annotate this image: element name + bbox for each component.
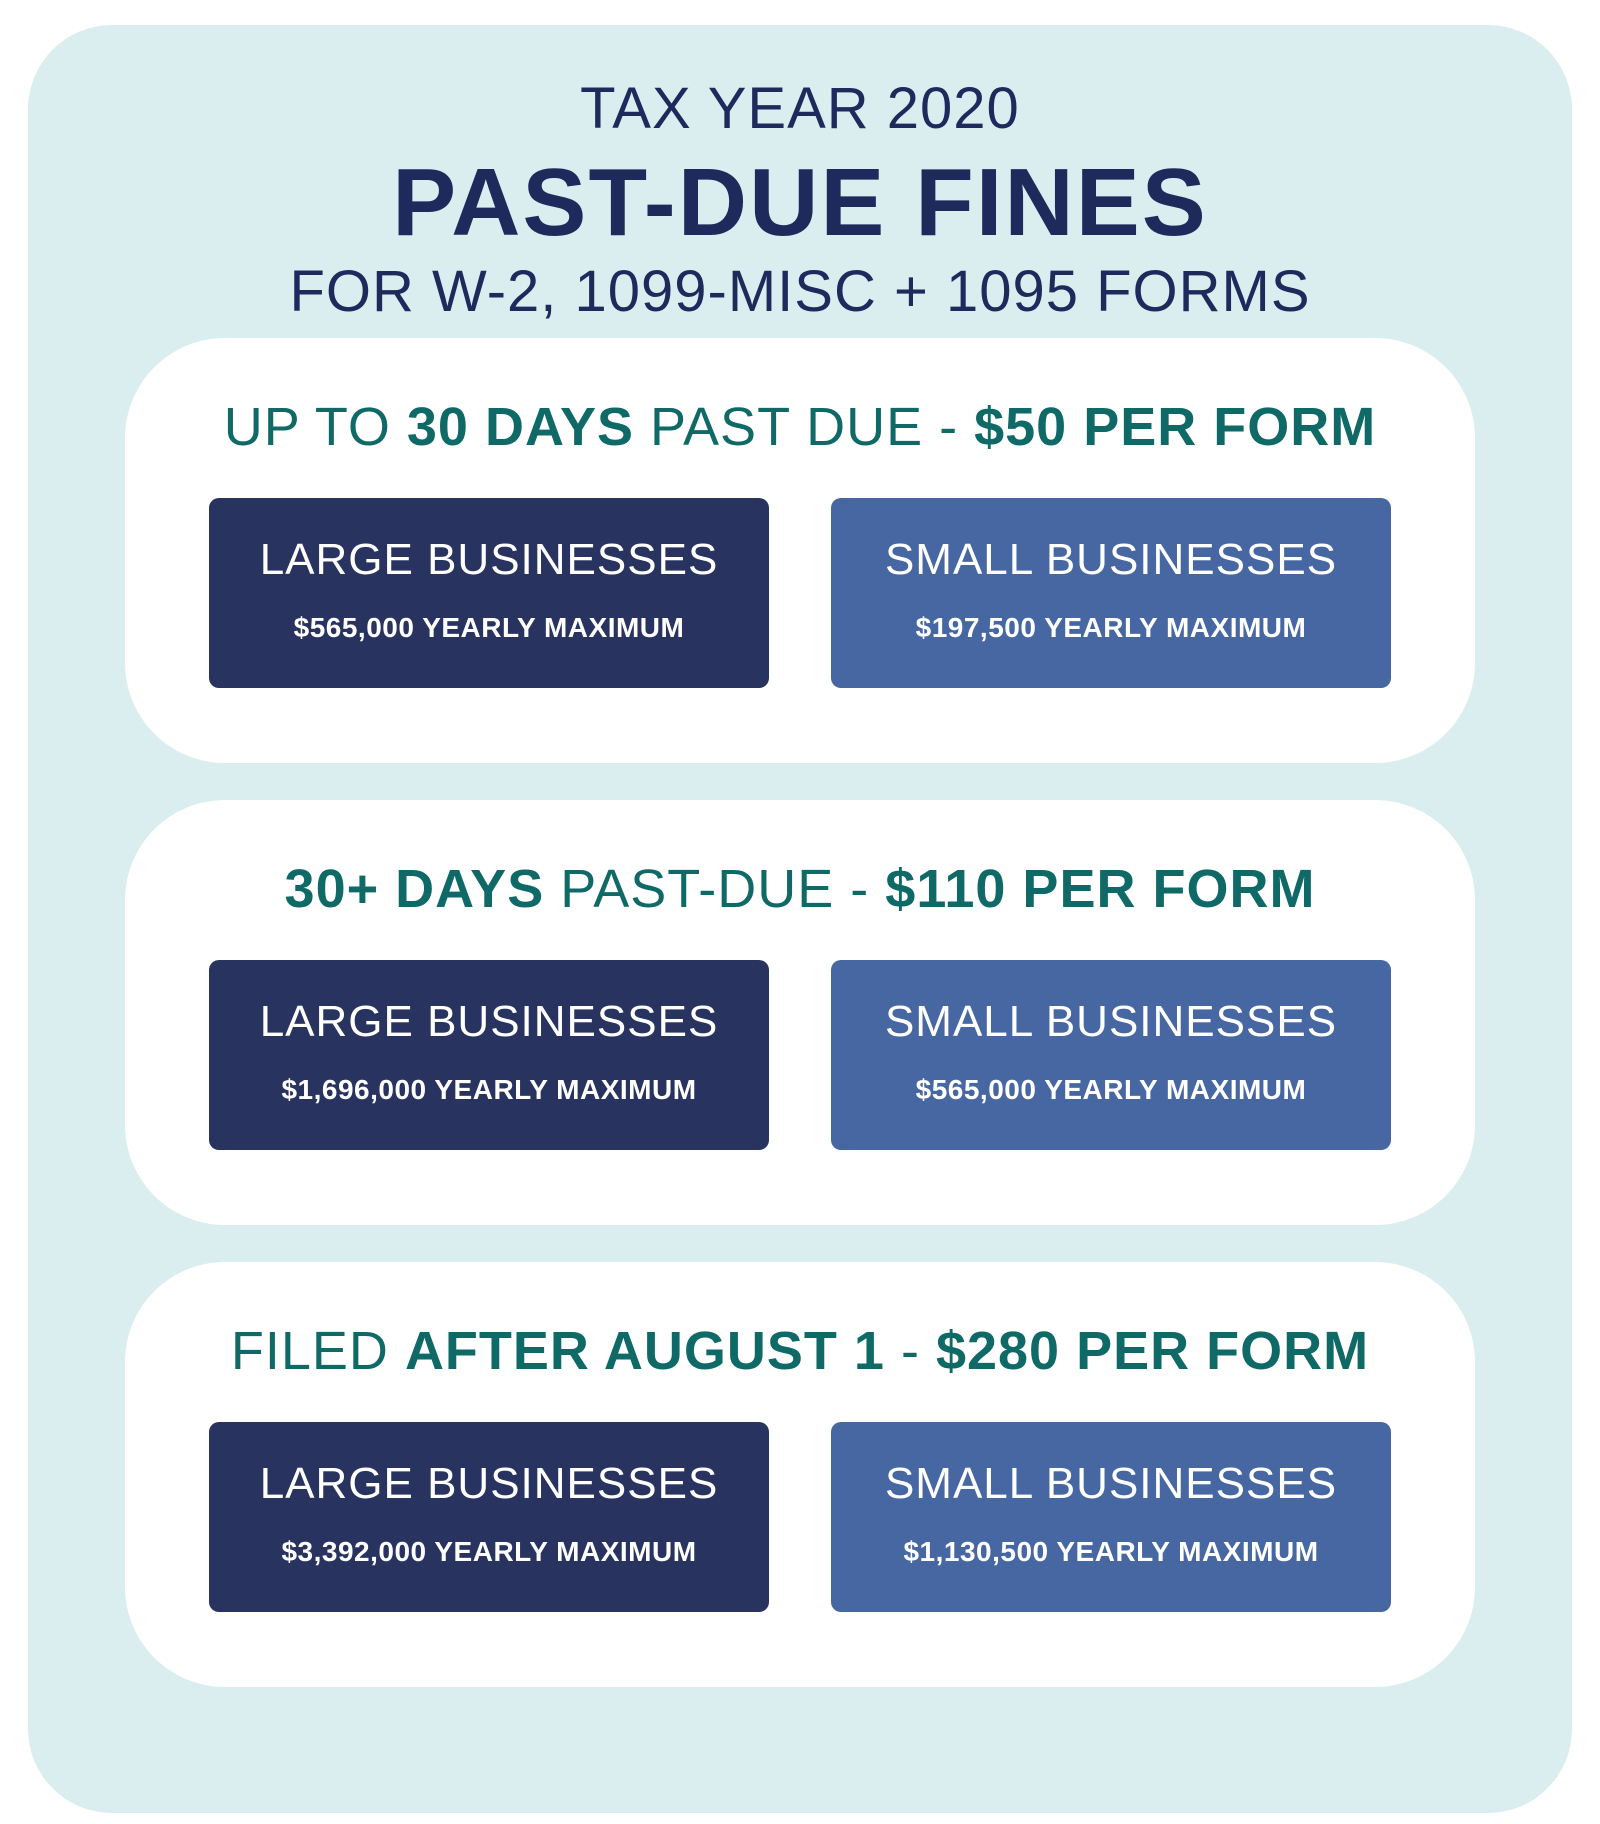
tier-heading-part: 30+ DAYS [284,859,545,919]
tier-heading-part: AFTER AUGUST 1 [404,1321,885,1381]
tier-card-after-august-1 [125,1262,1475,1687]
tier-heading-part: 30 DAYS [406,397,635,457]
small-business-box [831,960,1391,1150]
large-business-maximum: $1,696,000 YEARLY MAXIMUM [281,1074,697,1105]
small-business-maximum: $565,000 YEARLY MAXIMUM [915,1074,1307,1105]
tier-card-30-plus-days [125,800,1475,1225]
tier-heading-part: $50 PER FORM [974,397,1377,457]
tier-heading-part: PAST DUE - [634,397,975,457]
large-business-label: LARGE BUSINESSES [259,997,719,1046]
tier-heading-part: PAST-DUE - [544,859,886,919]
large-business-box [209,960,769,1150]
infographic-panel [28,25,1572,1813]
small-business-label: SMALL BUSINESSES [884,1459,1338,1508]
page-title: PAST-DUE FINES [392,149,1208,256]
large-business-box [209,1422,769,1612]
large-business-label: LARGE BUSINESSES [259,1459,719,1508]
tier-heading-part: FILED [230,1321,405,1381]
tier-heading-part: - [884,1321,936,1381]
small-business-label: SMALL BUSINESSES [884,535,1338,584]
tier-heading [125,859,1475,919]
tier-heading [125,1321,1475,1381]
large-business-label: LARGE BUSINESSES [259,535,719,584]
large-business-maximum: $3,392,000 YEARLY MAXIMUM [281,1536,697,1567]
tier-heading-part: UP TO [223,397,407,457]
large-business-box [209,498,769,688]
small-business-box [831,1422,1391,1612]
large-business-maximum: $565,000 YEARLY MAXIMUM [293,612,685,643]
tier-heading [125,397,1475,457]
small-business-label: SMALL BUSINESSES [884,997,1338,1046]
page-subtitle: FOR W-2, 1099-MISC + 1095 FORMS [289,259,1311,324]
small-business-maximum: $197,500 YEARLY MAXIMUM [915,612,1307,643]
tier-heading-part: $280 PER FORM [935,1321,1370,1381]
small-business-box [831,498,1391,688]
small-business-maximum: $1,130,500 YEARLY MAXIMUM [903,1536,1319,1567]
tier-heading-part: $110 PER FORM [885,859,1316,919]
eyebrow-tax-year: TAX YEAR 2020 [580,76,1020,141]
tier-card-30-days [125,338,1475,763]
